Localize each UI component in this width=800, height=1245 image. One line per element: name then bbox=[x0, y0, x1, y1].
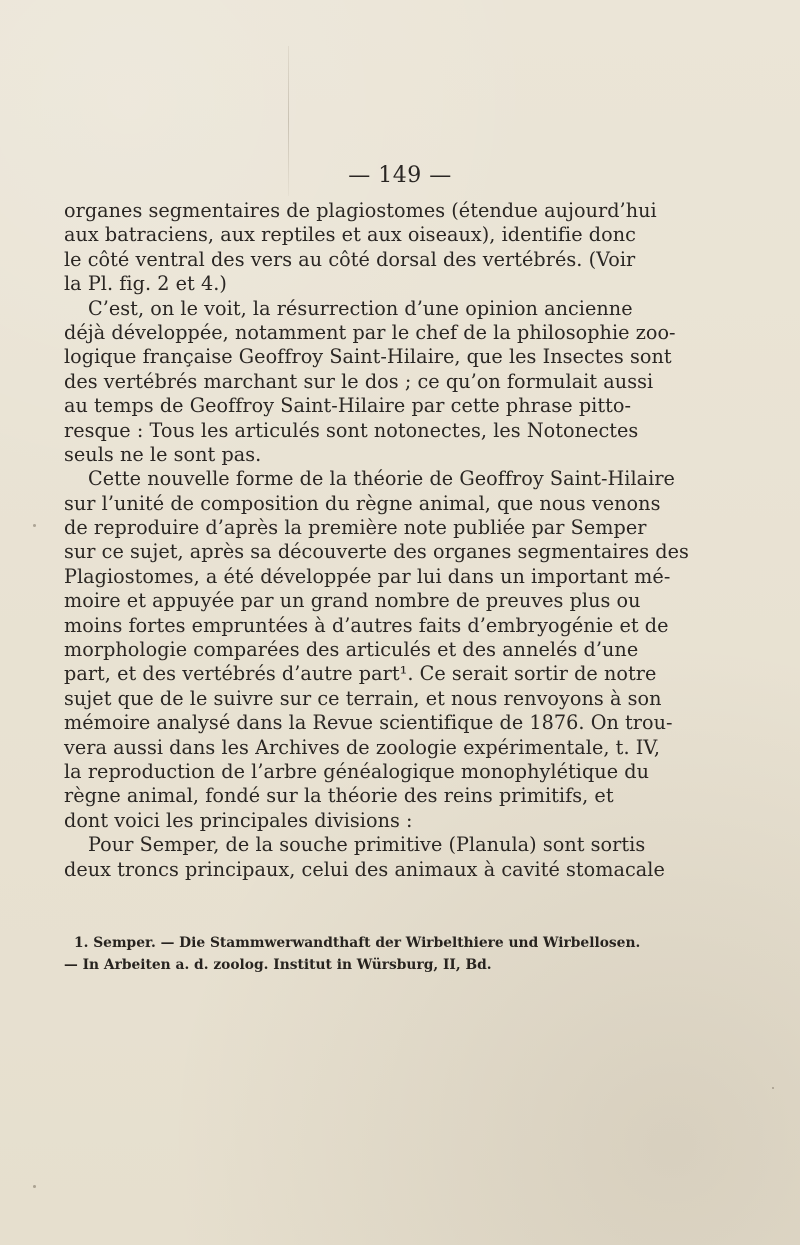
text-line: la Pl. fig. 2 et 4.) bbox=[64, 272, 227, 296]
paper-speck bbox=[33, 524, 36, 527]
main-text-block bbox=[64, 199, 689, 882]
text-line: seuls ne le sont pas. bbox=[64, 442, 262, 466]
text-line: sujet que de le suivre sur ce terrain, et nous renvoyons à son bbox=[64, 686, 662, 710]
text-line: mémoire analysé dans la Revue scientifique de 1876. On trou- bbox=[64, 711, 673, 735]
text-line: au temps de Geoffroy Saint-Hilaire par cette phrase pitto- bbox=[64, 394, 632, 418]
text-line: Plagiostomes, a été développée par lui dans un important mé- bbox=[64, 564, 671, 588]
text-line: déjà développée, notamment par le chef de la philosophie zoo- bbox=[64, 320, 676, 344]
text-line: deux troncs principaux, celui des animaux à cavité stomacale bbox=[64, 857, 665, 881]
page-number: — 149 — bbox=[348, 163, 452, 188]
text-line: sur l’unité de composition du règne animal, que nous venons bbox=[64, 491, 661, 515]
text-line: vera aussi dans les Archives de zoologie expérimentale, t. IV, bbox=[64, 735, 661, 759]
text-line: resque : Tous les articulés sont notonectes, les Notonectes bbox=[64, 418, 639, 442]
footnote-line: — In Arbeiten a. d. zoolog. Institut in Würsburg, II, Bd. bbox=[64, 957, 492, 973]
text-line: organes segmentaires de plagiostomes (étendue aujourd’hui bbox=[64, 199, 657, 222]
paper-speck bbox=[772, 1087, 774, 1089]
text-line: logique française Geoffroy Saint-Hilaire, que les Insectes sont bbox=[64, 345, 672, 369]
paper-speck bbox=[33, 1185, 36, 1188]
text-line: Cette nouvelle forme de la théorie de Geoffroy Saint-Hilaire bbox=[88, 467, 675, 491]
text-line: Pour Semper, de la souche primitive (Planula) sont sortis bbox=[88, 833, 646, 857]
footnote-line: 1. Semper. — Die Stammwerwandthaft der Wirbelthiere und Wirbellosen. bbox=[74, 935, 641, 951]
text-line: des vertébrés marchant sur le dos ; ce qu’on formulait aussi bbox=[64, 369, 654, 393]
text-line: de reproduire d’après la première note publiée par Semper bbox=[64, 516, 647, 540]
text-line: moire et appuyée par un grand nombre de preuves plus ou bbox=[64, 589, 641, 613]
footnote bbox=[64, 932, 641, 976]
text-line: aux batraciens, aux reptiles et aux oiseaux), identifie donc bbox=[64, 223, 636, 247]
text-line: moins fortes empruntées à d’autres faits d’embryogénie et de bbox=[64, 613, 669, 637]
text-line: règne animal, fondé sur la théorie des reins primitifs, et bbox=[64, 784, 614, 808]
text-line: sur ce sujet, après sa découverte des organes segmentaires des bbox=[64, 540, 689, 564]
text-line: part, et des vertébrés d’autre part¹. Ce serait sortir de notre bbox=[64, 662, 657, 686]
text-line: morphologie comparées des articulés et des annelés d’une bbox=[64, 638, 639, 662]
text-line: C’est, on le voit, la résurrection d’une opinion ancienne bbox=[88, 296, 633, 320]
text-line: le côté ventral des vers au côté dorsal des vertébrés. (Voir bbox=[64, 247, 636, 271]
text-line: dont voici les principales divisions : bbox=[64, 808, 413, 832]
text-line: la reproduction de l’arbre généalogique monophylétique du bbox=[64, 759, 649, 783]
